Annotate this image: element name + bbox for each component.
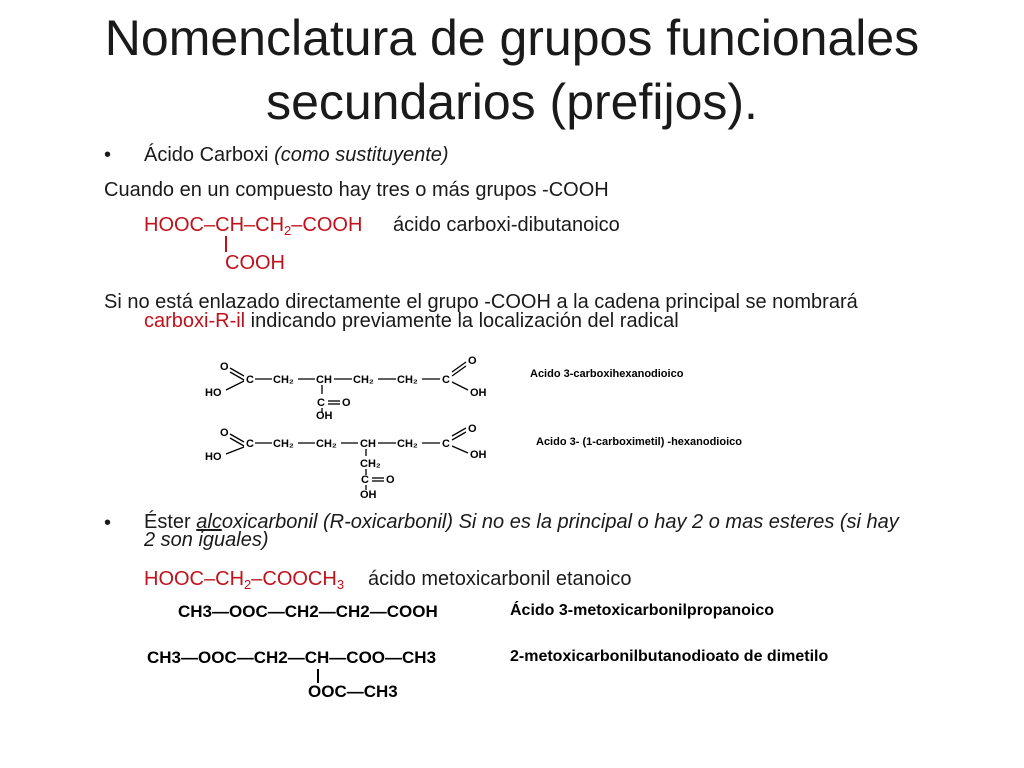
bullet-1: • bbox=[104, 144, 112, 166]
s1-atom-o-right: O bbox=[468, 355, 477, 367]
title-line-1: Nomenclatura de grupos funcionales bbox=[104, 10, 920, 66]
hw-formula-2-branch: OOC—CH3 bbox=[308, 682, 398, 701]
s2-atom-oh-branch: OH bbox=[360, 489, 377, 501]
example1-name: ácido carboxi-dibutanoico bbox=[393, 214, 620, 236]
s1-name: Acido 3-carboxihexanodioico bbox=[530, 368, 684, 380]
section1-heading bbox=[144, 143, 449, 167]
s1-atom-ch2-c: CH₂ bbox=[397, 374, 418, 386]
section1-line2: Cuando en un compuesto hay tres o más grupos -COOH bbox=[104, 179, 609, 201]
hw-branch-bond bbox=[317, 669, 319, 683]
s1-atom-ch2-b: CH₂ bbox=[353, 374, 374, 386]
s2-atom-c1: C bbox=[246, 438, 254, 450]
title-line-2: secundarios (prefijos). bbox=[266, 74, 758, 130]
s1-atom-ch2-a: CH₂ bbox=[273, 374, 294, 386]
example1-branch: COOH bbox=[225, 252, 285, 274]
s1-atom-oh-branch: OH bbox=[316, 410, 333, 420]
section2-heading-u: alc bbox=[196, 511, 222, 533]
section2-heading-mid: oxicarbonil bbox=[221, 511, 318, 533]
s1-atom-o-branch: O bbox=[342, 397, 351, 409]
section2-heading-start: Éster bbox=[144, 511, 197, 533]
s2-atom-ch2-b: CH₂ bbox=[316, 438, 337, 450]
s2-atom-c2: C bbox=[442, 438, 450, 450]
example1-formula-a: HOOC–CH–CH bbox=[144, 214, 285, 236]
s2-atom-ch: CH bbox=[360, 438, 376, 450]
example1-formula bbox=[144, 213, 362, 237]
hw-name-2: 2-metoxicarbonilbutanodioato de dimetilo bbox=[510, 648, 829, 665]
slide-title bbox=[0, 8, 1024, 132]
s2-atom-oh-right: OH bbox=[470, 449, 487, 461]
s1-atom-o-left: O bbox=[220, 361, 229, 373]
s2-atom-o-left: O bbox=[220, 427, 229, 439]
section1-heading-italic: (como sustituyente) bbox=[274, 144, 449, 166]
hw-formula-2: CH3—OOC—CH2—CH—COO—CH3 bbox=[147, 648, 437, 667]
s1-atom-c2: C bbox=[442, 374, 450, 386]
example2-formula-b: –COOCH bbox=[251, 568, 337, 590]
s1-atom-ho: HO bbox=[205, 387, 222, 399]
s2-atom-ch2-a: CH₂ bbox=[273, 438, 294, 450]
example2-formula-sub2: 3 bbox=[336, 577, 345, 592]
section1-note-line2 bbox=[144, 309, 679, 333]
section1-note-line1: Si no está enlazado directamente el grupo -COOH a la cadena principal se nombrará bbox=[104, 291, 858, 313]
s2-atom-ch2-c: CH₂ bbox=[397, 438, 418, 450]
s1-atom-c1: C bbox=[246, 374, 254, 386]
example2-formula bbox=[144, 567, 344, 591]
section2-heading-italic: (R-oxicarbonil) Si no es la principal o hay 2 o mas esteres (si hay bbox=[317, 511, 899, 533]
example2-formula-sub1: 2 bbox=[244, 577, 252, 592]
hw-formula-1: CH3—OOC—CH2—CH2—COOH bbox=[178, 602, 438, 621]
example1-branch-bond bbox=[225, 236, 227, 252]
s2-atom-ho: HO bbox=[205, 451, 222, 463]
example2-name: ácido metoxicarbonil etanoico bbox=[368, 568, 632, 590]
example2-formula-a: HOOC–CH bbox=[144, 568, 245, 590]
s2-atom-o-right: O bbox=[468, 423, 477, 435]
note-rest: indicando previamente la localización del radical bbox=[245, 310, 679, 332]
s1-atom-ch: CH bbox=[316, 374, 332, 386]
s1-atom-c3: C bbox=[317, 397, 325, 409]
section1-heading-text: Ácido Carboxi bbox=[144, 144, 269, 166]
structure-2 bbox=[200, 420, 820, 507]
s1-atom-oh-right: OH bbox=[470, 387, 487, 399]
s2-name: Acido 3- (1-carboximetil) -hexanodioico bbox=[536, 436, 742, 448]
structure-1 bbox=[200, 350, 760, 425]
example1-formula-b: –COOH bbox=[291, 214, 363, 236]
example1-formula-sub: 2 bbox=[284, 223, 292, 238]
s2-atom-o-branch: O bbox=[386, 474, 395, 486]
bullet-2: • bbox=[104, 512, 112, 534]
s2-atom-ch2-branch: CH₂ bbox=[360, 458, 381, 470]
hw-name-1: Ácido 3-metoxicarbonilpropanoico bbox=[510, 602, 775, 619]
s2-atom-c3: C bbox=[361, 474, 369, 486]
note-red-term: carboxi-R-il bbox=[144, 310, 246, 332]
section2-heading-line2: 2 son iguales) bbox=[144, 529, 269, 551]
